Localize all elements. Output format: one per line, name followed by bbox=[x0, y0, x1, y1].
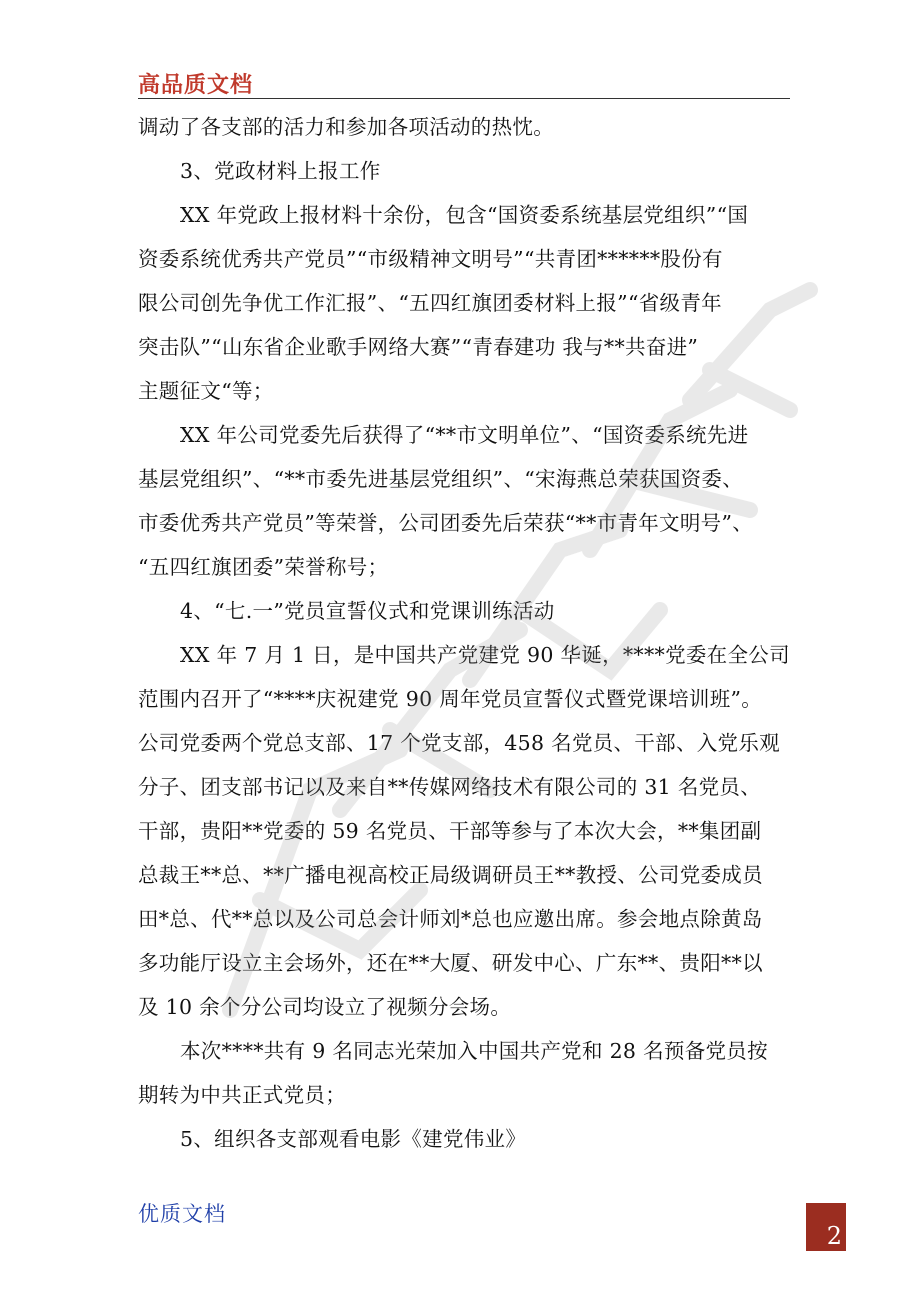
text-line: 总裁王**总、**广播电视高校正局级调研员王**教授、公司党委成员 bbox=[138, 863, 763, 887]
text-line: 基层党组织”、“**市委先进基层党组织”、“宋海燕总荣获国资委、 bbox=[138, 467, 744, 491]
text-line: 主题征文“等； bbox=[138, 379, 274, 403]
text-line: 调动了各支部的活力和参加各项活动的热忱。 bbox=[138, 115, 554, 139]
section-heading: 5、组织各支部观看电影《建党伟业》 bbox=[180, 1127, 527, 1151]
text-line: 突击队”“山东省企业歌手网络大赛”“青春建功 我与**共奋进” bbox=[138, 335, 699, 359]
footer-title: 优质文档 bbox=[138, 1202, 226, 1226]
text-line: XX 年 7 月 1 日，是中国共产党建党 90 华诞，****党委在全公司 bbox=[180, 643, 790, 667]
text-line: XX 年公司党委先后获得了“**市文明单位”、“国资委系统先进 bbox=[180, 423, 749, 447]
text-line: 田*总、代**总以及公司总会计师刘*总也应邀出席。参会地点除黄岛 bbox=[138, 907, 763, 931]
text-line: XX 年党政上报材料十余份，包含“国资委系统基层党组织”“国 bbox=[180, 203, 749, 227]
section-heading: 3、党政材料上报工作 bbox=[180, 159, 381, 183]
section-heading: 4、“七.一”党员宣誓仪式和党课训练活动 bbox=[180, 599, 555, 623]
header-title: 高品质文档 bbox=[138, 73, 254, 98]
document-body bbox=[138, 116, 798, 1172]
text-line: 公司党委两个党总支部、17 个党支部，458 名党员、干部、入党乐观 bbox=[138, 731, 780, 755]
text-line: “五四红旗团委”荣誉称号； bbox=[138, 555, 389, 579]
text-line: 市委优秀共产党员”等荣誉，公司团委先后荣获“**市青年文明号”、 bbox=[138, 511, 754, 535]
text-line: 限公司创先争优工作汇报”、“五四红旗团委材料上报”“省级青年 bbox=[138, 291, 722, 315]
text-line: 分子、团支部书记以及来自**传媒网络技术有限公司的 31 名党员、 bbox=[138, 775, 762, 799]
header-divider bbox=[138, 98, 790, 99]
text-line: 期转为中共正式党员； bbox=[138, 1083, 346, 1107]
text-line: 及 10 余个分公司均设立了视频分会场。 bbox=[138, 995, 512, 1019]
text-line: 本次****共有 9 名同志光荣加入中国共产党和 28 名预备党员按 bbox=[180, 1039, 768, 1063]
text-line: 多功能厅设立主会场外，还在**大厦、研发中心、广东**、贵阳**以 bbox=[138, 951, 763, 975]
page-number: 2 bbox=[826, 1222, 842, 1250]
text-line: 范围内召开了“****庆祝建党 90 周年党员宣誓仪式暨党课培训班”。 bbox=[138, 687, 763, 711]
text-line: 资委系统优秀共产党员”“市级精神文明号”“共青团******股份有 bbox=[138, 247, 723, 271]
text-line: 干部，贵阳**党委的 59 名党员、干部等参与了本次大会，**集团副 bbox=[138, 819, 762, 843]
